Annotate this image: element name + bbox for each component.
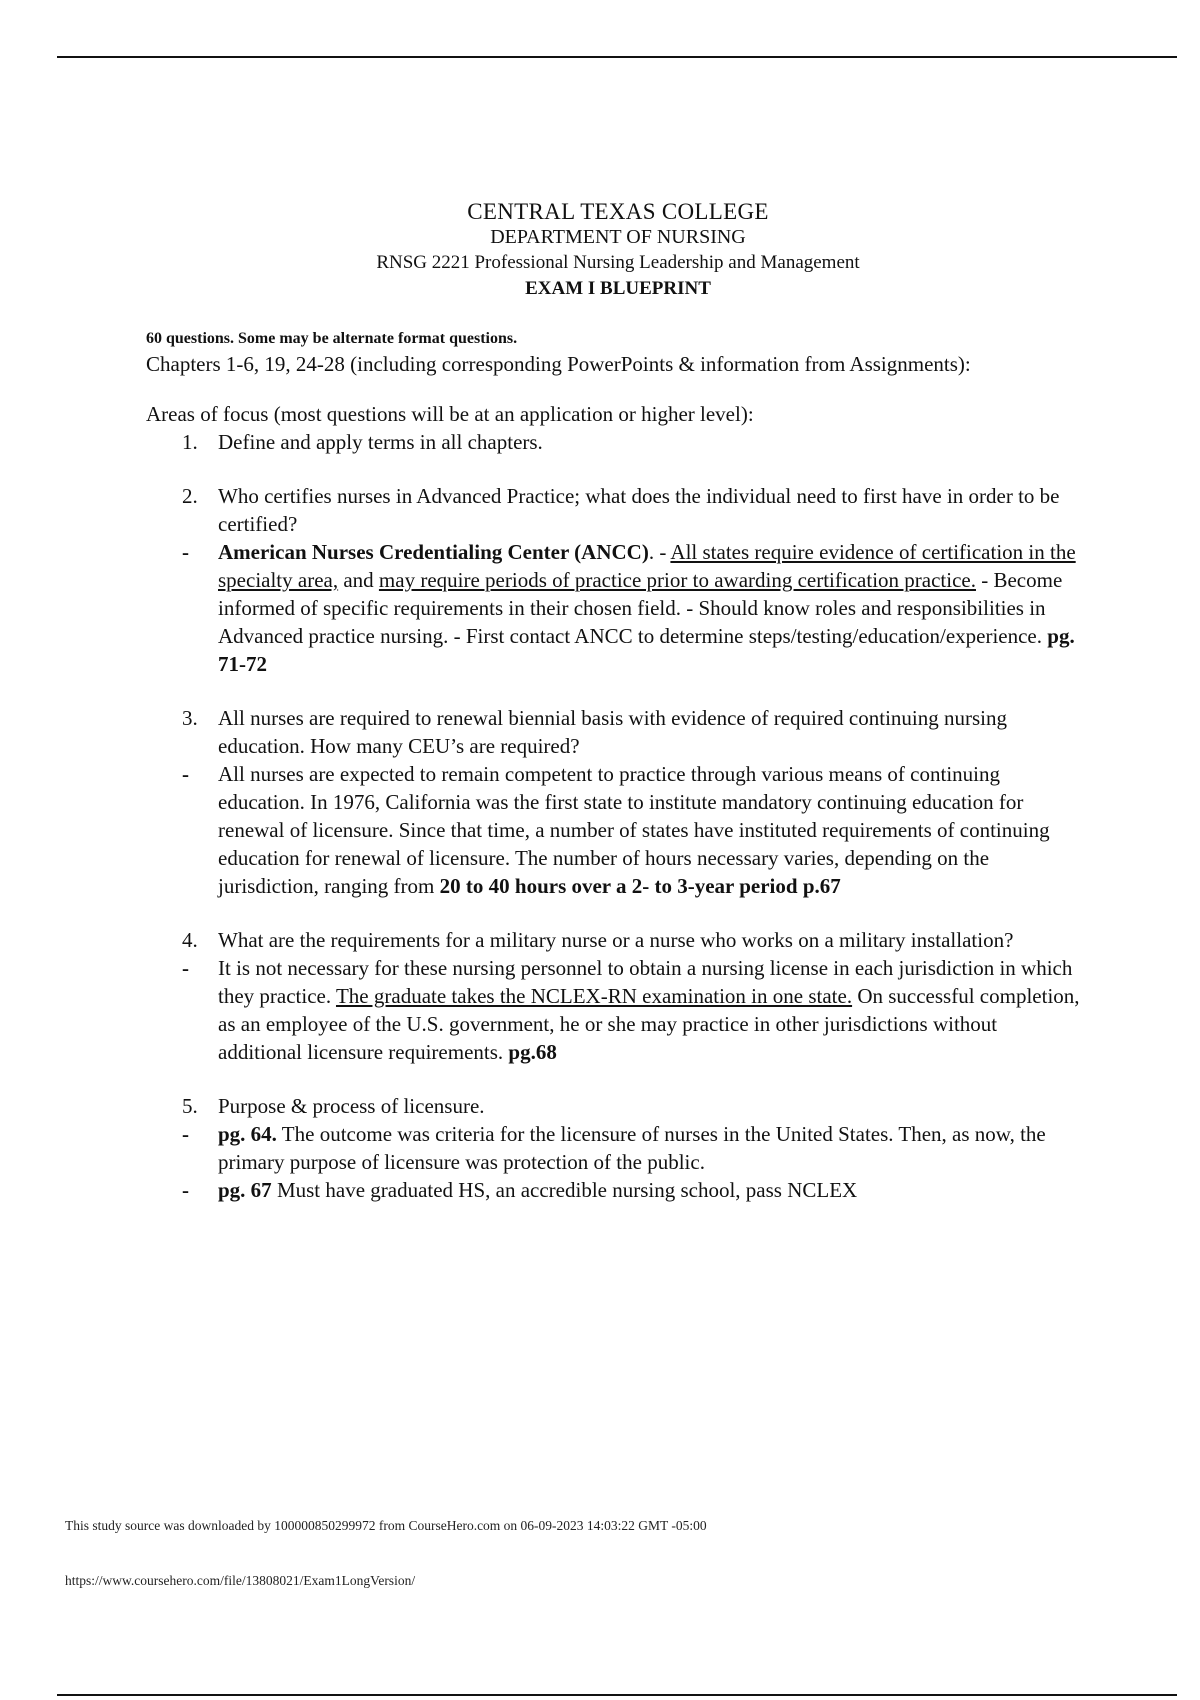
- item-text: All nurses are required to renewal biennial basis with evidence of required continuing nursing education. How many CEU’s are required?: [218, 706, 1008, 758]
- top-rule: [57, 56, 1177, 58]
- item-text: Purpose & process of licensure.: [218, 1094, 485, 1118]
- focus-heading: Areas of focus (most questions will be at an application or higher level):: [146, 402, 754, 426]
- bottom-rule: [57, 1694, 1177, 1696]
- underlined-text: All states require evidence of certification in the specialty area,: [218, 540, 1076, 592]
- exam-title: EXAM I BLUEPRINT: [525, 278, 711, 299]
- answer-item: - pg. 64. The outcome was criteria for the licensure of nurses in the United States. Then, as now, the primary purpose of licensure was protection of the public.: [182, 1122, 1046, 1174]
- ancc-name: American Nurses Credentialing Center (ANCC): [218, 540, 649, 564]
- underlined-text: may require periods of practice prior to awarding certification practice.: [378, 568, 976, 592]
- department-name: DEPARTMENT OF NURSING: [490, 226, 746, 248]
- college-name: CENTRAL TEXAS COLLEGE: [467, 199, 769, 224]
- source-url: https://www.coursehero.com/file/13808021/Exam1LongVersion/: [65, 1573, 416, 1588]
- list-item: [146, 428, 1086, 456]
- bullet-dash: -: [182, 762, 189, 786]
- question-count: 60 questions. Some may be alternate format questions.: [146, 330, 518, 347]
- item-text: Who certifies nurses in Advanced Practice; what does the individual need to first have in order to be certified?: [218, 484, 1060, 536]
- answer-item: - pg. 67 Must have graduated HS, an accredible nursing school, pass NCLEX: [182, 1178, 858, 1202]
- chapters-covered: Chapters 1-6, 19, 24-28 (including corresponding PowerPoints & information from Assignments):: [146, 352, 971, 376]
- bullet-dash: -: [182, 540, 189, 564]
- course-title: RNSG 2221 Professional Nursing Leadership and Management: [376, 252, 860, 273]
- list-item: [146, 1092, 1086, 1120]
- answer-item: - American Nurses Credentialing Center (ANCC). - All states require evidence of certification in the specialty area, and may require periods of practice prior to awarding certification practice. - Become informed of specific requirements in their chosen field. - Should know roles and responsibilities in Advanced practice nursing. - First contact ANCC to determine steps/testing/education/experience. pg. 71-72: [182, 540, 1076, 676]
- blueprint-body: [146, 328, 1086, 1204]
- page-reference: pg. 71-72: [218, 624, 1075, 676]
- item-text: What are the requirements for a military nurse or a nurse who works on a military installation?: [218, 928, 1014, 952]
- underlined-text: The graduate takes the NCLEX-RN examination in one state.: [335, 984, 853, 1008]
- answer-item: - It is not necessary for these nursing personnel to obtain a nursing license in each jurisdiction in which they practice. The graduate takes the NCLEX-RN examination in one state. On successful completion, as an employee of the U.S. government, he or she may practice in other jurisdictions without additional licensure requirements. pg.68: [182, 956, 1080, 1064]
- item-number: 4.: [182, 928, 198, 952]
- bullet-dash: -: [182, 1178, 189, 1202]
- bullet-dash: -: [182, 1122, 189, 1146]
- item-number: 2.: [182, 484, 198, 508]
- download-note: This study source was downloaded by 100000850299972 from CourseHero.com on 06-09-2023 14:03:22 GMT -05:00: [65, 1518, 707, 1533]
- page-reference: pg.68: [508, 1040, 557, 1064]
- page-reference: 20 to 40 hours over a 2- to 3-year period p.67: [439, 874, 841, 898]
- page-reference: pg. 67: [218, 1178, 272, 1202]
- item-number: 1.: [182, 430, 198, 454]
- list-item: [146, 482, 1086, 538]
- page-reference: pg. 64.: [218, 1122, 277, 1146]
- item-text: Define and apply terms in all chapters.: [218, 430, 543, 454]
- answer-item: - All nurses are expected to remain competent to practice through various means of continuing education. In 1976, California was the first state to institute mandatory continuing education for renewal of licensure. Since that time, a number of states have instituted requirements of continuing education for renewal of licensure. The number of hours necessary varies, depending on the jurisdiction, ranging from 20 to 40 hours over a 2- to 3-year period p.67: [182, 762, 1050, 898]
- item-number: 3.: [182, 706, 198, 730]
- bullet-dash: -: [182, 956, 189, 980]
- list-item: [146, 704, 1086, 760]
- list-item: [146, 926, 1086, 954]
- document-header: [0, 198, 1200, 302]
- item-number: 5.: [182, 1094, 198, 1118]
